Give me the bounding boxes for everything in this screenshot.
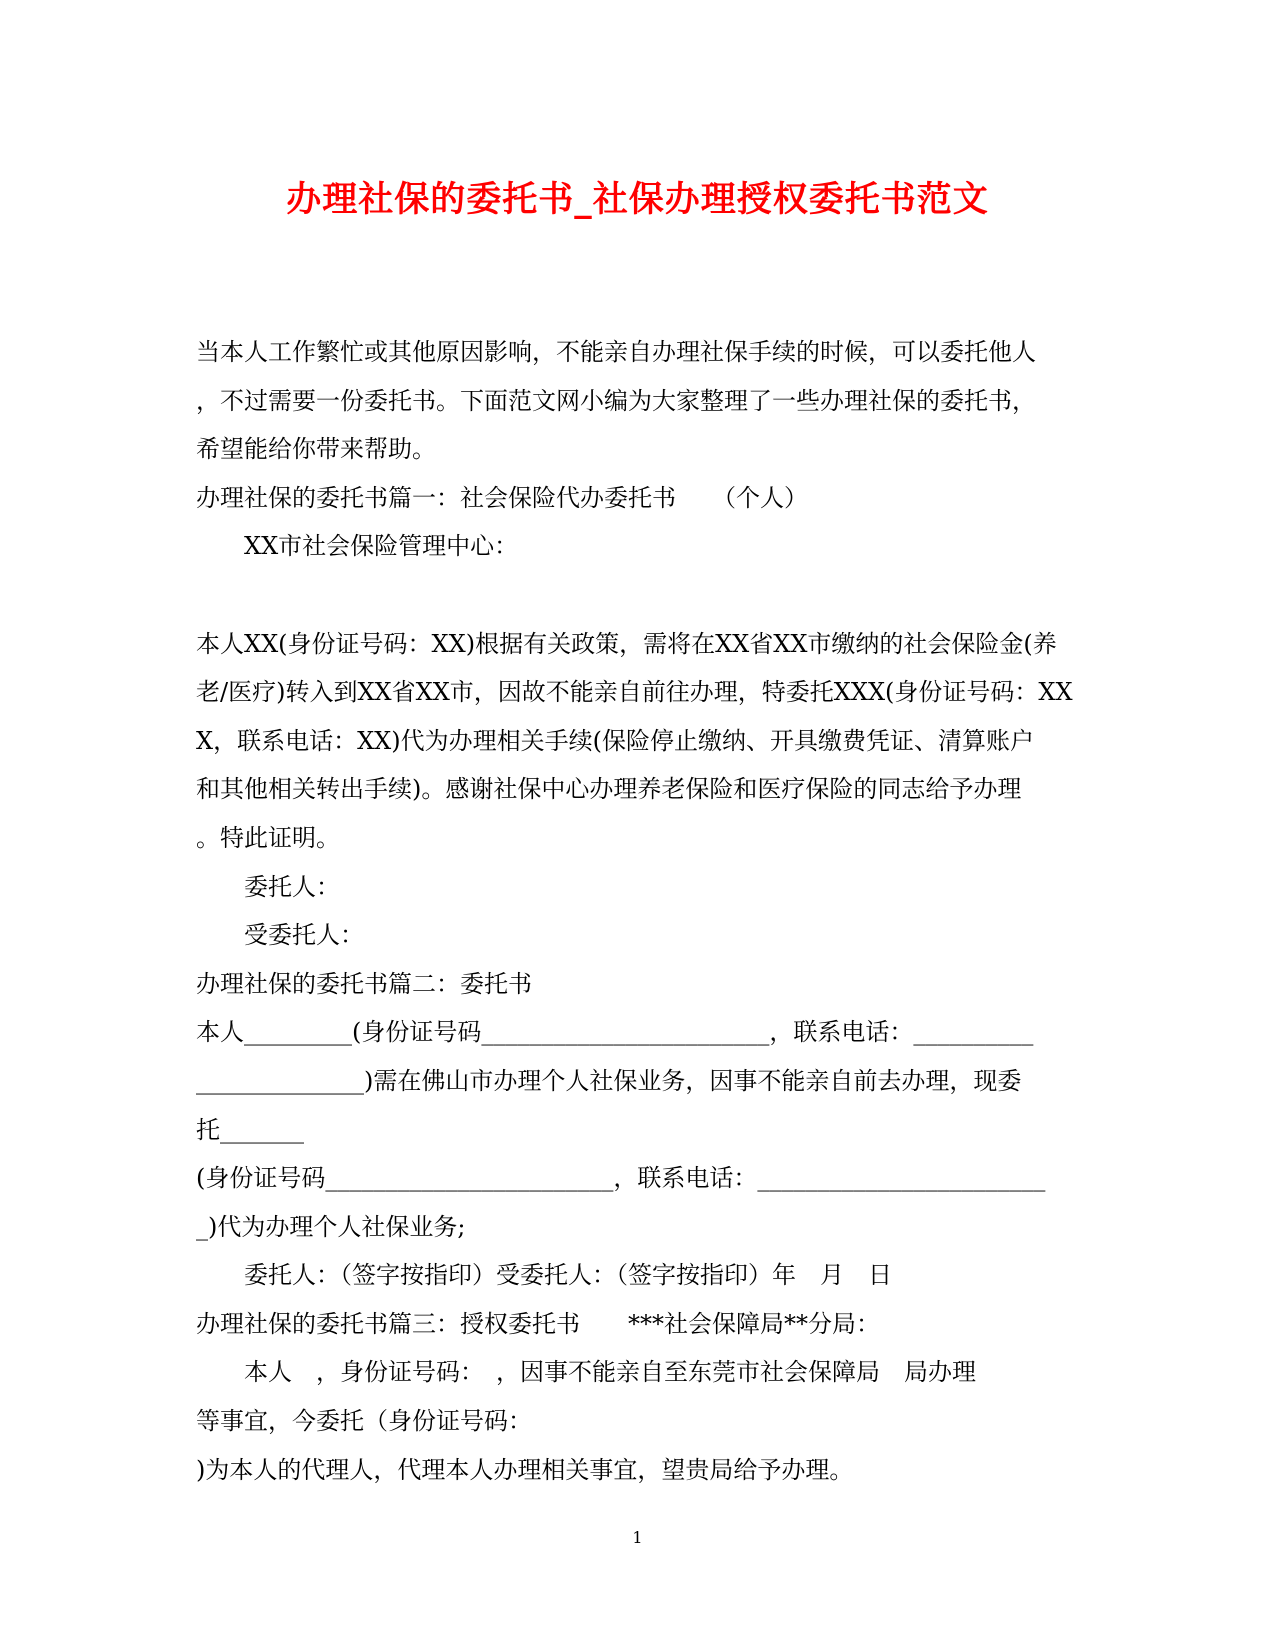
agent-signature-line: 受委托人： xyxy=(244,921,364,950)
principal-signature-line: 委托人： xyxy=(244,872,340,901)
body-line: ______________)需在佛山市办理个人社保业务，因事不能亲自前去办理，现委 xyxy=(196,1066,1022,1095)
addressee-line: XX市社会保险管理中心： xyxy=(244,532,519,561)
body-line: 托_______ xyxy=(196,1115,304,1144)
document-title: 办理社保的委托书_社保办理授权委托书范文 xyxy=(286,179,989,220)
body-line: 当本人工作繁忙或其他原因影响，不能亲自办理社保手续的时候，可以委托他人 xyxy=(196,338,1036,366)
body-line: 老/医疗)转入到XX省XX市，因故不能亲自前往办理，特委托XXX(身份证号码：XX xyxy=(196,678,1073,707)
body-line: (身份证号码________________________，联系电话：________________________ xyxy=(196,1164,1046,1193)
signature-date-line: 委托人：（签字按指印）受委托人：（签字按指印）年 月 日 xyxy=(244,1261,892,1290)
document-body xyxy=(196,328,1076,1494)
body-line: 和其他相关转出手续)。感谢社保中心办理养老保险和医疗保险的同志给予办理 xyxy=(196,775,1022,804)
section-heading-2: 办理社保的委托书篇二：委托书 xyxy=(196,969,532,998)
body-line: ，不过需要一份委托书。下面范文网小编为大家整理了一些办理社保的委托书， xyxy=(196,386,1036,415)
blank-line xyxy=(196,571,1076,620)
body-line: 希望能给你带来帮助。 xyxy=(196,435,436,464)
body-line: 本人XX(身份证号码：XX)根据有关政策，需将在XX省XX市缴纳的社会保险金(养 xyxy=(196,629,1057,658)
body-line: )为本人的代理人，代理本人办理相关事宜，望贵局给予办理。 xyxy=(196,1455,854,1484)
body-line: 本人 ，身份证号码： ，因事不能亲自至东莞市社会保障局 局办理 xyxy=(244,1358,976,1387)
body-line: 本人_________(身份证号码________________________，联系电话：__________ xyxy=(196,1018,1034,1047)
section-heading-3: 办理社保的委托书篇三：授权委托书 ***社会保障局**分局： xyxy=(196,1309,880,1338)
section-heading-1: 办理社保的委托书篇一：社会保险代办委托书 （个人） xyxy=(196,483,808,512)
body-line: X，联系电话：XX)代为办理相关手续(保险停止缴纳、开具缴费凭证、清算账户 xyxy=(196,726,1034,755)
page-number: 1 xyxy=(632,1528,643,1547)
body-line: 等事宜，今委托（身份证号码： xyxy=(196,1407,532,1436)
body-line: 。特此证明。 xyxy=(196,823,340,852)
body-line: _)代为办理个人社保业务; xyxy=(196,1212,466,1241)
